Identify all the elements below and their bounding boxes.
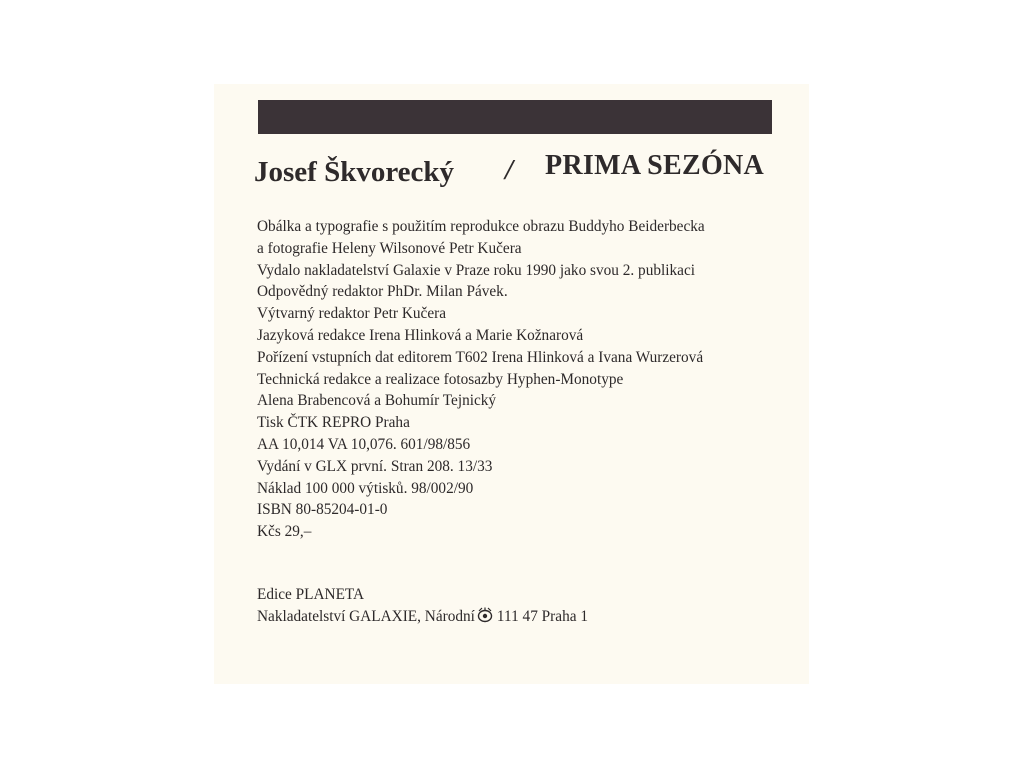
title-separator: / (505, 154, 514, 186)
colophon-line: Technická redakce a realizace fotosazby Hyphen-Monotype (257, 370, 624, 388)
colophon-line: Vydalo nakladatelství Galaxie v Praze roku 1990 jako svou 2. publikaci (257, 261, 695, 279)
colophon (257, 216, 797, 543)
publisher-address (257, 606, 797, 628)
colophon-line: Jazyková redakce Irena Hlinková a Marie Kožnarová (257, 326, 584, 344)
colophon-line: Kčs 29,– (257, 523, 312, 541)
colophon-line: Vydání v GLX první. Stran 208. 13/33 (257, 457, 493, 475)
author-name: Josef Škvorecký (254, 156, 455, 188)
edition-line: Edice PLANETA (257, 586, 365, 603)
title-row (254, 150, 774, 190)
colophon-line: AA 10,014 VA 10,076. 601/98/856 (257, 435, 471, 453)
book-title: PRIMA SEZÓNA (545, 150, 765, 181)
colophon-line: Tisk ČTK REPRO Praha (257, 414, 410, 432)
colophon-line: ISBN 80-85204-01-0 (257, 501, 388, 519)
colophon-line: Výtvarný redaktor Petr Kučera (257, 305, 447, 323)
header-bar (258, 100, 772, 134)
colophon-line: Náklad 100 000 výtisků. 98/002/90 (257, 479, 474, 497)
book-page (214, 84, 809, 684)
colophon-line: Pořízení vstupních dat editorem T602 Irena Hlinková a Ivana Wurzerová (257, 348, 704, 366)
publisher-logo-icon (477, 607, 493, 623)
publisher-address-start: Nakladatelství GALAXIE, Národní (257, 607, 475, 625)
colophon-line: Obálka a typografie s použitím reprodukce obrazu Buddyho Beiderbecka (257, 218, 705, 235)
colophon-line: a fotografie Heleny Wilsonové Petr Kučera (257, 239, 522, 257)
publisher-address-end: 111 47 Praha 1 (496, 607, 588, 625)
colophon-line: Alena Brabencová a Bohumír Tejnický (257, 392, 497, 410)
footer (257, 584, 797, 628)
colophon-line: Odpovědný redaktor PhDr. Milan Pávek. (257, 283, 508, 301)
